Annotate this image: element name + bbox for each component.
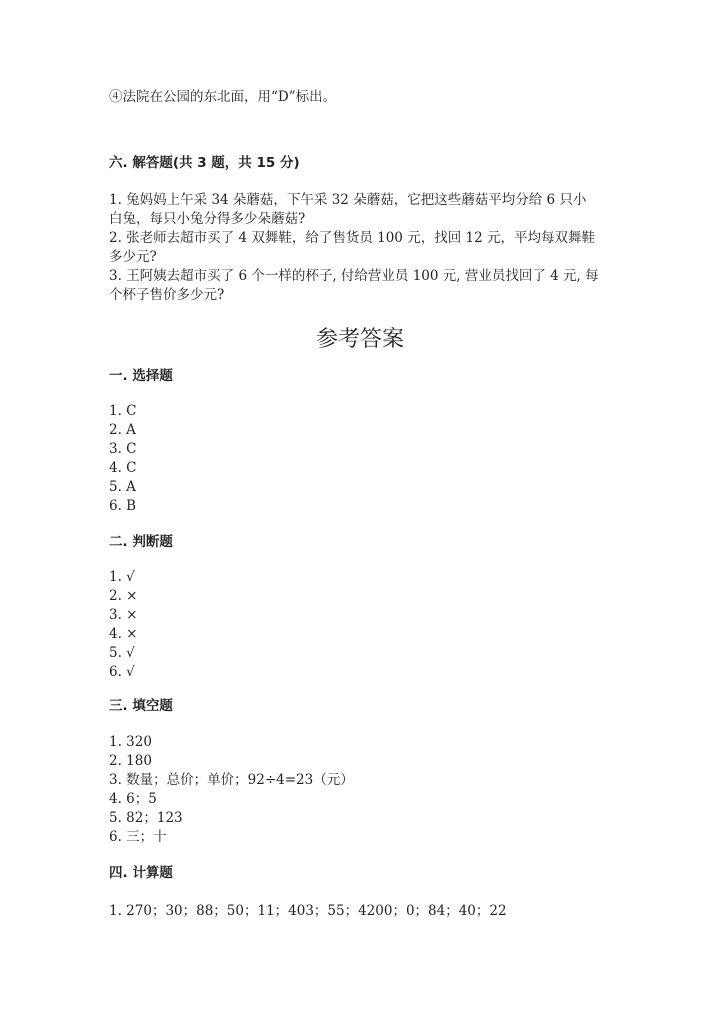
- question-line: 3. 王阿姨去超市买了 6 个一样的杯子, 付给营业员 100 元, 营业员找回了 4 元, 每: [109, 268, 599, 284]
- answers-section-heading: 二. 判断题: [109, 534, 173, 550]
- answers-section-heading: 一. 选择题: [109, 368, 173, 384]
- answer-item: 3. ×: [109, 607, 138, 623]
- answer-item: 2. 180: [109, 753, 152, 769]
- answer-item: 1. 320: [109, 734, 152, 750]
- answers-section-heading: 四. 计算题: [109, 865, 173, 881]
- previous-question-item: ④法院在公园的东北面，用“D”标出。: [109, 89, 337, 105]
- section-6-questions: [109, 191, 619, 305]
- answer-item: 6. B: [109, 498, 137, 514]
- answer-item: 4. 6；5: [109, 791, 157, 807]
- answer-item: 2. A: [109, 422, 136, 438]
- answers-title: 参考答案: [315, 327, 404, 352]
- answer-item: 5. A: [109, 479, 136, 495]
- answer-item: 3. C: [109, 441, 137, 457]
- answer-item: 6. 三；十: [109, 829, 167, 845]
- answer-item: 5. 82；123: [109, 810, 183, 826]
- question-line: 1. 兔妈妈上午采 34 朵蘑菇，下午采 32 朵蘑菇，它把这些蘑菇平均分给 6 只小: [109, 192, 587, 208]
- answer-item: 3. 数量；总价；单价；92÷4=23（元）: [109, 772, 354, 788]
- answer-item: 1. C: [109, 403, 137, 419]
- answers-list: [109, 733, 619, 847]
- answers-list: [109, 902, 619, 921]
- answers-list: [109, 568, 619, 682]
- answer-item: 4. ×: [109, 626, 138, 642]
- answer-item: 4. C: [109, 460, 137, 476]
- question-line: 个杯子售价多少元?: [109, 287, 225, 303]
- answers-list: [109, 402, 619, 516]
- question-line: 白兔，每只小兔分得多少朵蘑菇?: [109, 211, 306, 227]
- answer-item: 5. √: [109, 645, 135, 661]
- section-6-heading: 六. 解答题(共 3 题，共 15 分): [109, 155, 300, 171]
- question-line: 2. 张老师去超市买了 4 双舞鞋，给了售货员 100 元，找回 12 元，平均每双舞鞋: [109, 230, 595, 246]
- answer-item: 2. ×: [109, 588, 138, 604]
- question-line: 多少元?: [109, 249, 157, 265]
- answer-item: 1. √: [109, 569, 135, 585]
- answers-section-heading: 三. 填空题: [109, 698, 173, 714]
- answer-item: 1. 270；30；88；50；11；403；55；4200；0；84；40；22: [109, 903, 507, 919]
- answer-item: 6. √: [109, 664, 135, 680]
